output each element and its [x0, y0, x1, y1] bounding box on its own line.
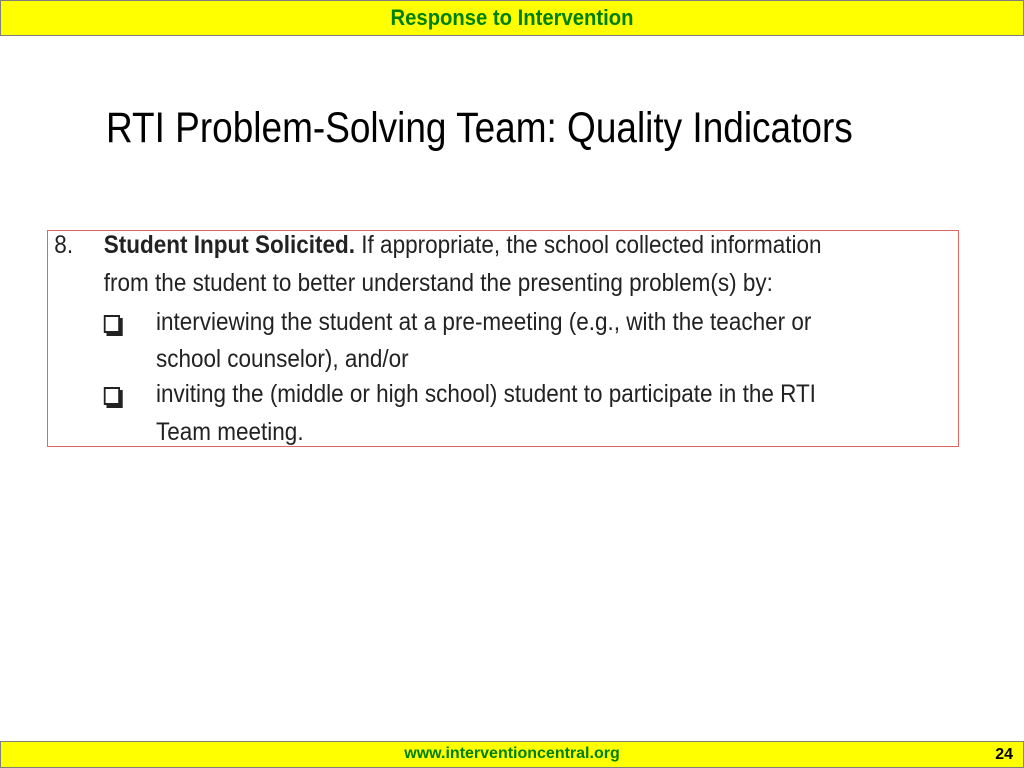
bullet-item-2-line1: inviting the (middle or high school) student to participate in the RTI — [156, 380, 816, 408]
bullet-item-2-line2: Team meeting. — [156, 418, 304, 446]
bottom-banner — [0, 741, 1024, 768]
indicator-number: 8. — [54, 231, 74, 259]
banner-title: Response to Intervention — [390, 5, 634, 30]
bullet-item-1-line1: interviewing the student at a pre-meeting (e.g., with the teacher or — [156, 308, 812, 336]
quality-indicator-box — [47, 230, 959, 447]
top-banner — [0, 0, 1024, 36]
indicator-intro-part1: If appropriate, the school collected information — [361, 231, 822, 259]
slide-title: RTI Problem-Solving Team: Quality Indicators — [106, 104, 853, 152]
indicator-heading: Student Input Solicited. — [103, 231, 356, 259]
indicator-intro-part2: from the student to better understand the presenting problem(s) by: — [103, 269, 773, 297]
page-number: 24 — [995, 746, 1013, 763]
indicator-first-line — [104, 231, 822, 260]
footer-url-link[interactable]: www.interventioncentral.org — [404, 745, 620, 762]
bullet-item-1-line2: school counselor), and/or — [156, 345, 409, 373]
